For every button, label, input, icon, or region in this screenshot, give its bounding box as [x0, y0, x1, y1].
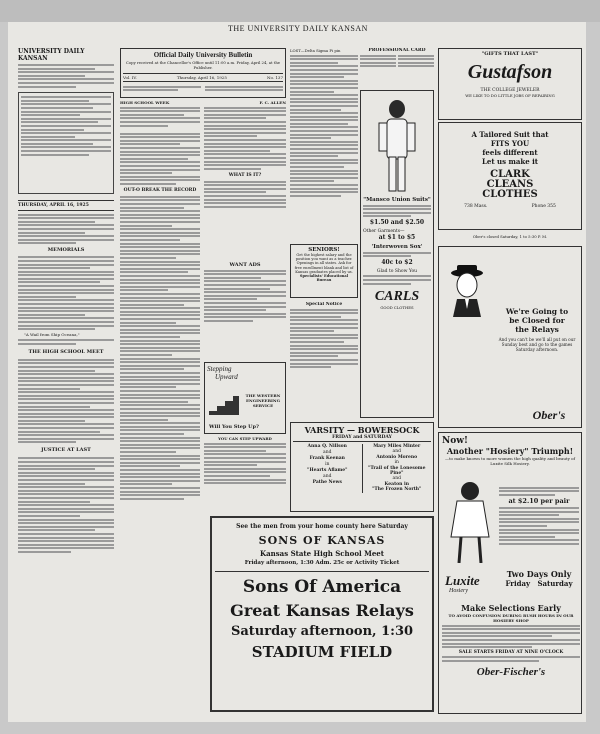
obers-headline1: We're Going to — [505, 307, 569, 316]
professional-card — [360, 48, 434, 88]
clark-address: 738 Mass. — [464, 204, 488, 209]
lost-found-text: LOST—Delta Sigma Pi pin — [290, 48, 341, 53]
staff-box — [18, 92, 114, 194]
memorials-heading: MEMORIALS — [47, 247, 85, 254]
out-break-heading: OUT-O BREAK THE RECORD — [123, 187, 197, 193]
friday-saturday: Friday Saturday — [505, 579, 573, 588]
sons-of-kansas-ad — [210, 516, 434, 712]
woman-illustration — [445, 481, 495, 563]
obers-ad — [438, 246, 582, 428]
other-garments-price: at $1 to $5 — [378, 233, 416, 241]
western-engineering-ad — [204, 362, 286, 434]
left-film: "Hearts Aflame" — [307, 468, 348, 473]
obers-headline2: be Closed for — [509, 316, 565, 325]
sons-line4: Friday afternoon, 1:30 Adm. 25c or Activity Ticket — [244, 560, 400, 566]
hosiery-now: Now! — [442, 436, 468, 446]
clark-line1: A Tailored Suit that — [471, 130, 549, 139]
right-costar: Antonio Moreno — [376, 454, 418, 460]
bulletin-signer: F. C. ALLEN — [259, 100, 286, 105]
stairs-icon — [209, 393, 239, 415]
right-short: "The Frozen North" — [372, 487, 422, 493]
two-days-only: Two Days Only — [506, 569, 572, 579]
seniors-heading: SENIORS! — [308, 247, 340, 253]
scan-border — [0, 0, 600, 22]
obers-logo: Ober's — [532, 408, 566, 422]
varsity-title: VARSITY — BOWERSOCK — [304, 425, 420, 435]
right-keaton: Keaton in — [384, 481, 409, 487]
bulletin-vol: Vol. IV. — [123, 75, 137, 80]
stepping-word: Stepping — [207, 365, 232, 373]
hosiery-word: Hosiery — [449, 588, 468, 594]
right-and2: and — [392, 476, 401, 482]
bulletin-header — [120, 48, 286, 98]
right-star: Mary Miles Minter — [373, 444, 421, 449]
clark-line3: feels different — [482, 148, 538, 157]
paper-title: UNIVERSITY DAILY KANSAN — [18, 48, 85, 62]
sons-line5: Sons Of America — [242, 577, 402, 597]
left-news: Pathe News — [312, 480, 342, 485]
mansco-title: "Mansco Union Suits" — [363, 197, 431, 203]
bulletin-title: Official Daily University Bulletin — [153, 51, 253, 59]
other-garments-heading: Other Garments— — [363, 228, 405, 234]
obers-headline3: the Relays — [515, 325, 559, 334]
college-jeweler: THE COLLEGE JEWELER — [480, 88, 540, 93]
clark-phone: Phone 355 — [531, 204, 556, 209]
want-ads — [204, 262, 286, 362]
interwoven-price: 40c to $2 — [381, 258, 413, 266]
carls-logo: CARLS — [374, 288, 420, 304]
ober-fischer-logo: Ober-Fischer's — [476, 665, 546, 678]
sons-line6: Great Kansas Relays — [230, 601, 414, 620]
want-ads-heading: WANT ADS — [229, 262, 261, 268]
clark-name2: CLEANS — [486, 179, 534, 190]
seniors-ad — [290, 244, 358, 298]
clark-name1: CLARK — [490, 169, 530, 180]
sons-line2: SONS OF KANSAS — [258, 534, 386, 547]
carls-tagline: GOOD CLOTHES — [380, 304, 414, 310]
repair-tagline: WE LIKE TO DO LITTLE JOBS OF REPAIRING — [465, 93, 555, 98]
bulletin-col-a — [120, 100, 200, 718]
right-in: in — [394, 460, 399, 466]
hs-meet-heading: THE HIGH SCHOOL MEET — [28, 348, 104, 355]
bulletin-date: Thursday, April 16, 1925 — [176, 75, 227, 80]
varsity-left-bill — [293, 444, 363, 493]
gustafson-ad — [438, 48, 582, 120]
clark-cleans-ad — [438, 122, 582, 230]
wail-quote: "A Wail from Ship Oceana," — [24, 332, 80, 338]
man-with-hat-illustration — [447, 265, 487, 317]
glad-to-show: Glad to Show You — [376, 268, 418, 274]
luxite-hosiery-ad — [438, 432, 582, 714]
obers-body: And you can't be we'll all put on our Sunday best and go to the games Saturday afternoon. — [498, 337, 576, 352]
column-1 — [18, 48, 114, 714]
sale-starts: SALE STARTS FRIDAY AT NINE O'CLOCK — [458, 649, 564, 655]
sons-line3: Kansas State High School Meet — [260, 549, 384, 558]
clark-line4: Let us make it — [481, 157, 539, 166]
bulletin-no: No. 137 — [266, 75, 283, 80]
right-film: "Trail of the Lonesome Pine" — [368, 465, 426, 477]
obers-notice-text: Ober's closed Saturday, 1 to 5:30 P. M. — [472, 234, 548, 239]
column-3 — [290, 48, 358, 248]
gustafson-logo: Gustafson — [467, 61, 553, 83]
varsity-right-bill — [363, 444, 432, 493]
clark-line2: FITS YOU — [490, 139, 530, 148]
bulletin-subtitle: Copy received at the Chancellor's Office until 11:00 a.m. Friday, April 24, at the Publisher. — [125, 60, 281, 70]
bulletin-col-b2 — [204, 436, 286, 516]
hosiery-sub: —to make known to more women the high quality and beauty of Luxite Silk Hosiery. — [444, 456, 576, 466]
luxite-logo: Luxite — [445, 573, 480, 588]
hosiery-title: Another "Hosiery" Triumph! — [446, 446, 574, 456]
masthead: THE UNIVERSITY DAILY KANSAN — [228, 24, 368, 33]
step-up-slogan: Will You Step Up? — [209, 424, 259, 430]
professional-card-heading: PROFESSIONAL CARD — [368, 48, 426, 53]
left-in: in — [325, 462, 330, 467]
issue-date: THURSDAY, APRIL 16, 1925 — [18, 202, 89, 208]
avoid-confusion: TO AVOID CONFUSION DURING RUSH HOURS IN OUR HOSIERY SHOP — [448, 613, 574, 623]
obers-notice — [438, 234, 582, 244]
left-star: Anna Q. Nillson — [307, 444, 347, 449]
what-is-it-heading: WHAT IS IT? — [228, 172, 262, 178]
left-and2: and — [323, 474, 332, 479]
sons-line7: Saturday afternoon, 1:30 — [230, 624, 414, 639]
special-notice-heading: Special Notice — [305, 302, 343, 307]
mansco-price: $1.50 and $2.50 — [369, 218, 425, 226]
varsity-days: FRIDAY and SATURDAY — [293, 435, 431, 442]
hosiery-price: at $2.10 per pair — [508, 497, 570, 506]
make-selections: Make Selections Early — [461, 603, 561, 613]
sons-line8: STADIUM FIELD — [251, 643, 393, 661]
upward-word: Upward — [215, 373, 238, 381]
left-and1: and — [323, 450, 332, 455]
left-costar: Frank Keenan — [309, 456, 345, 461]
seniors-body: Get the highest salary and the position you want as a teacher. Openings in all states. Ask for free enrollment blank and list of Kansas graduates placed by us. — [294, 253, 354, 274]
right-and1: and — [392, 449, 401, 455]
special-notice — [290, 302, 358, 422]
western-engineering-name: THE WESTERN ENGINEERING SERVICE — [245, 393, 281, 408]
sons-line1: See the men from your home county here Saturday — [236, 523, 408, 530]
hs-week: HIGH SCHOOL WEEK — [120, 100, 170, 105]
gifts-that-last: "GIFTS THAT LAST" — [481, 51, 539, 57]
clark-name3: CLOTHES — [482, 189, 538, 200]
seniors-agency: Specialists' Educational Bureau — [299, 274, 349, 283]
carls-mansco-ad — [360, 90, 434, 418]
newspaper-page — [8, 22, 586, 722]
man-in-union-suit-illustration — [367, 95, 427, 195]
justice-heading: JUSTICE AT LAST — [41, 447, 91, 454]
can-step-upward: YOU CAN STEP UPWARD — [218, 436, 272, 441]
interwoven-sox: 'Interwoven Sox' — [371, 243, 423, 250]
varsity-bowersock-ad — [290, 422, 434, 512]
bulletin-col-b — [204, 100, 286, 260]
